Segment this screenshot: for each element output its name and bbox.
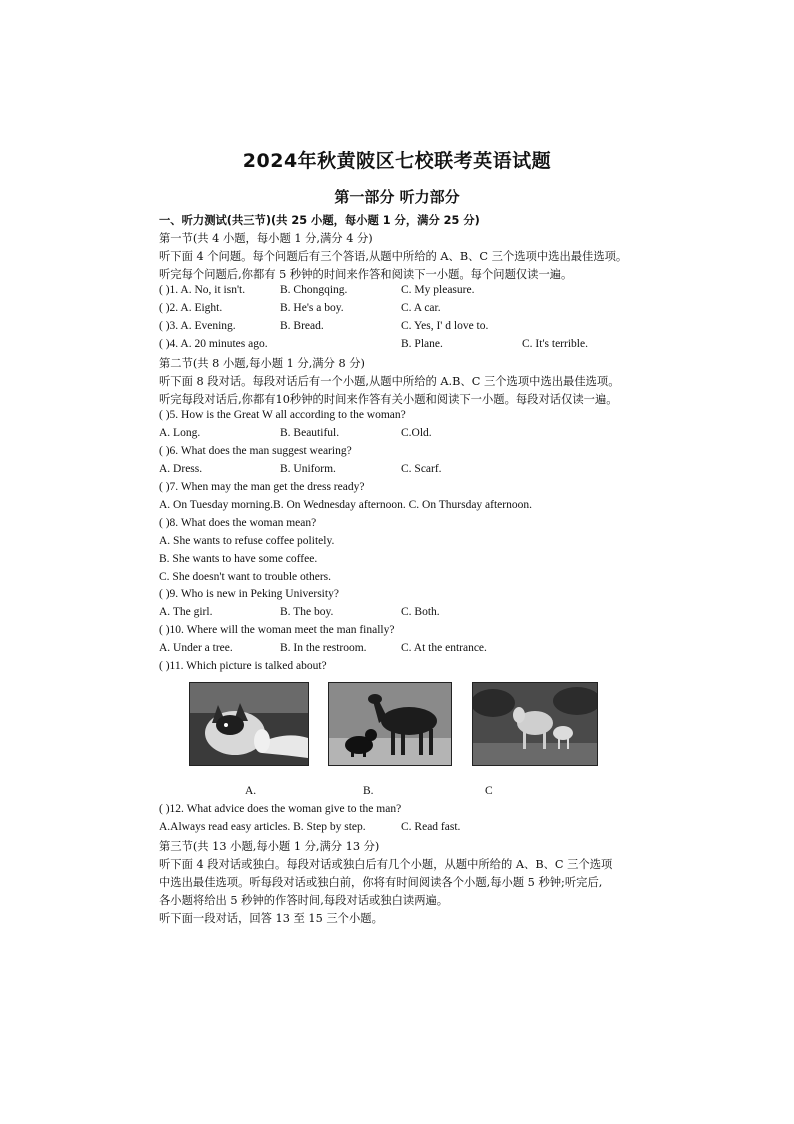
q1-option-c: C. My pleasure. [401,284,475,296]
q2-option-b: B. He's a boy. [280,302,344,314]
q12-option-c: C. Read fast. [401,821,461,833]
q8-option-a: A. She wants to refuse coffee politely. [159,535,335,547]
page-title: 2024年秋黄陂区七校联考英语试题 [242,150,552,172]
section-heading: 一、听力测试(共三节)(共 25 小题，每小题 1 分，满分 25 分) [159,214,480,227]
q5-option-a: A. Long. [159,427,201,439]
q12-option-ab: A.Always read easy articles. B. Step by step. [159,821,366,833]
q8-option-c: C. She doesn't want to trouble others. [159,571,331,583]
q8-option-b: B. She wants to have some coffee. [159,553,318,565]
q10-stem: ( )10. Where will the woman meet the man finally? [159,624,395,636]
q4-stem: ( )4. A. 20 minutes ago. [159,338,268,350]
picture-a [189,682,309,766]
q10-option-a: A. Under a tree. [159,642,233,654]
q5-stem: ( )5. How is the Great W all according to the woman? [159,409,406,421]
picture-c [472,682,598,766]
s3-instruction: 听下面一段对话，回答 13 至 15 三个小题。 [159,912,383,925]
s1-heading: 第一节(共 4 小题，每小题 1 分,满分 4 分) [159,232,373,245]
q11-option-c: C [485,785,493,797]
q4-option-c: C. It's terrible. [522,338,588,350]
q9-option-a: A. The girl. [159,606,213,618]
q9-stem: ( )9. Who is new in Peking University? [159,588,339,600]
s2-heading: 第二节(共 8 小题,每小题 1 分,满分 8 分) [159,357,365,370]
q7-stem: ( )7. When may the man get the dress ready? [159,481,365,493]
picture-b [328,682,452,766]
q3-option-c: C. Yes, I' d love to. [401,320,489,332]
q4-option-b: B. Plane. [401,338,443,350]
q11-stem: ( )11. Which picture is talked about? [159,660,327,672]
q6-option-b: B. Uniform. [280,463,336,475]
q2-option-c: C. A car. [401,302,441,314]
q6-stem: ( )6. What does the man suggest wearing? [159,445,352,457]
q8-stem: ( )8. What does the woman mean? [159,517,317,529]
s2-instruction: 听完每段对话后,你都有10秒钟的时间来作答有关小题和阅读下一小题。每段对话仅读一遍。 [159,393,618,406]
q6-option-c: C. Scarf. [401,463,442,475]
s1-instruction: 听下面 4 个问题。每个问题后有三个答语,从题中所给的 A、B、C 三个选项中选出最佳选项。 [159,250,628,263]
q2-stem: ( )2. A. Eight. [159,302,223,314]
q6-option-a: A. Dress. [159,463,203,475]
s3-instruction: 中选出最佳选项。听每段对话或独白前，你将有时间阅读各个小题,每小题 5 秒钟;听完后, [159,876,603,889]
q9-option-b: B. The boy. [280,606,334,618]
q11-option-a: A. [245,785,257,797]
q10-option-b: B. In the restroom. [280,642,367,654]
s3-heading: 第三节(共 13 小题,每小题 1 分,满分 13 分) [159,840,380,853]
s1-instruction: 听完每个问题后,你都有 5 秒钟的时间来作答和阅读下一小题。每个问题仅读一遍。 [159,268,573,281]
q1-option-b: B. Chongqing. [280,284,348,296]
q12-stem: ( )12. What advice does the woman give to the man? [159,803,402,815]
dog-and-hand-photo-icon [190,683,308,765]
q7-options: A. On Tuesday morning.B. On Wednesday afternoon. C. On Thursday afternoon. [159,499,532,511]
part-title: 第一部分 听力部分 [334,188,460,206]
q11-option-b: B. [363,785,374,797]
q10-option-c: C. At the entrance. [401,642,487,654]
q5-option-c: C.Old. [401,427,432,439]
s3-instruction: 听下面 4 段对话或独白。每段对话或独白后有几个小题，从题中所给的 A、B、C 三个选项 [159,858,613,871]
q5-option-b: B. Beautiful. [280,427,340,439]
q9-option-c: C. Both. [401,606,440,618]
q1-stem: ( )1. A. No, it isn't. [159,284,246,296]
s2-instruction: 听下面 8 段对话。每段对话后有一个小题,从题中所给的 A.B、C 三个选项中选出最佳选项。 [159,375,620,388]
q3-stem: ( )3. A. Evening. [159,320,236,332]
q3-option-b: B. Bread. [280,320,324,332]
goat-and-kid-photo-icon [473,683,597,765]
horse-and-dog-photo-icon [329,683,451,765]
s3-instruction: 各小题将给出 5 秒钟的作答时间,每段对话或独白读两遍。 [159,894,449,907]
